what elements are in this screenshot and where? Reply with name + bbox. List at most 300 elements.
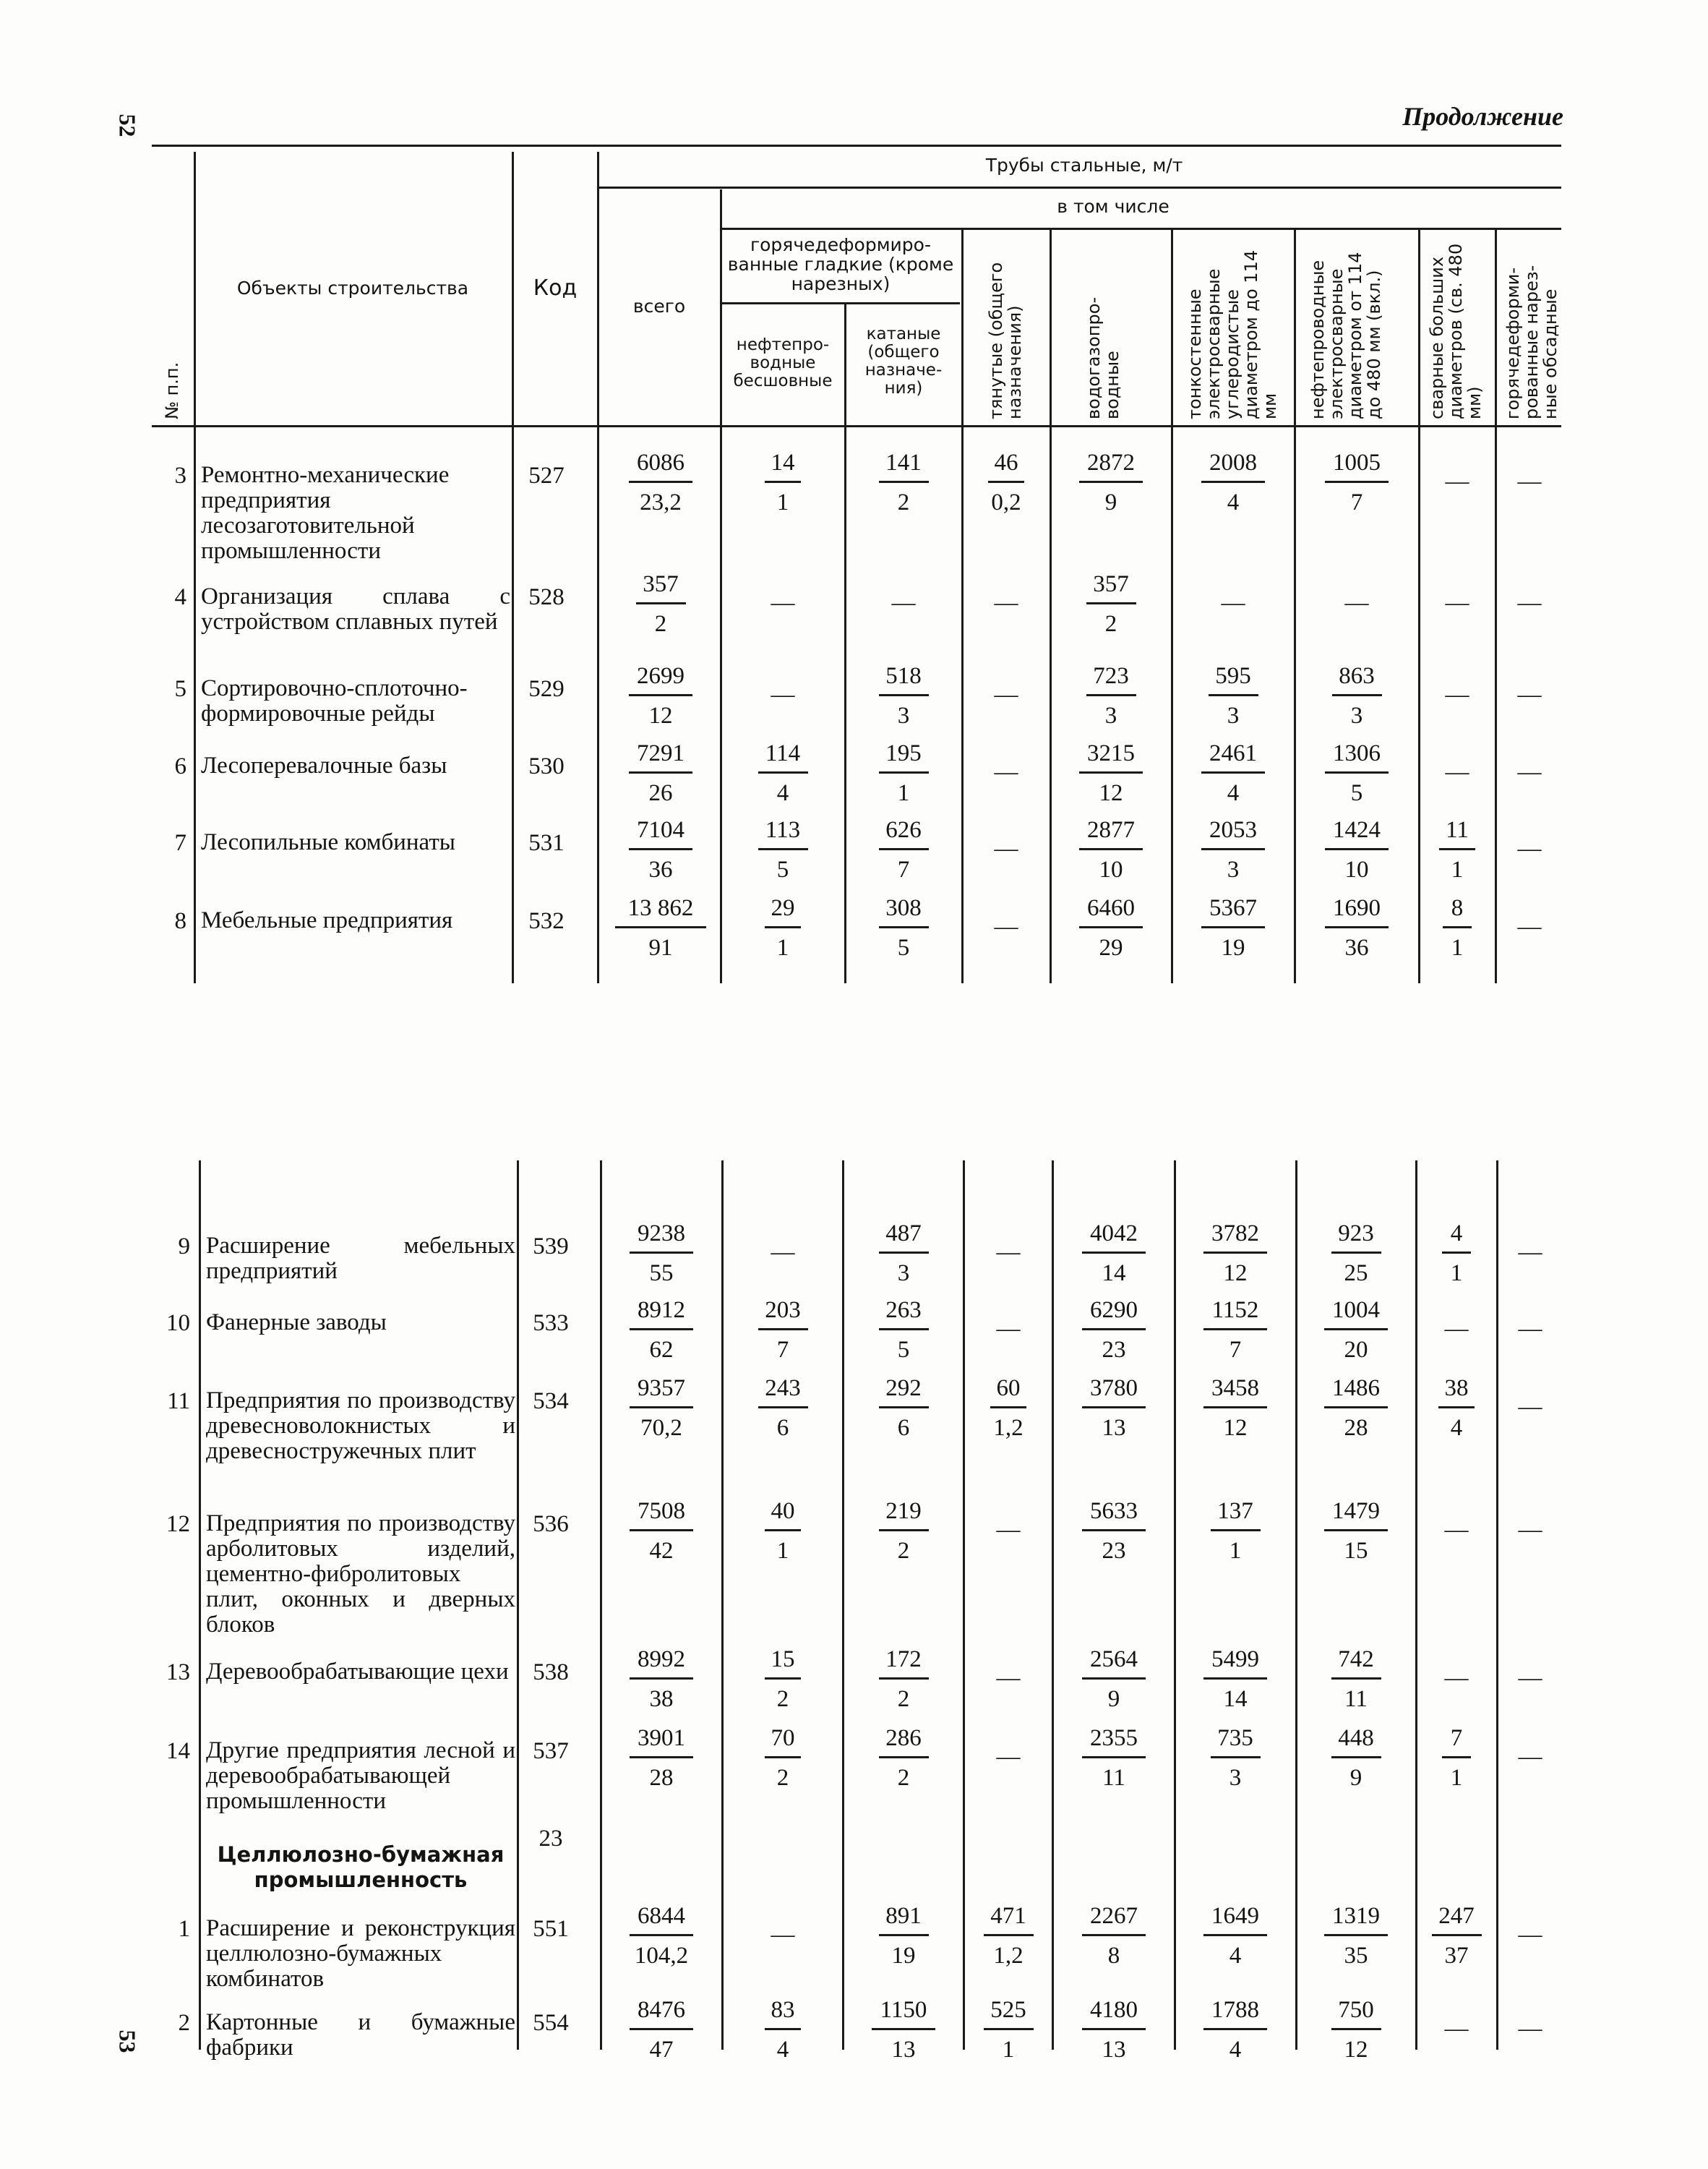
- fraction-denominator: 4: [1450, 1415, 1463, 1441]
- fraction-denominator: 38: [649, 1686, 674, 1712]
- fraction-cell: [724, 1997, 841, 2063]
- fraction-numerator: 7: [1450, 1725, 1463, 1751]
- fraction-numerator: 195: [885, 740, 922, 766]
- fraction-cell: [1177, 1646, 1294, 1712]
- fraction-numerator: 2699: [637, 663, 685, 689]
- fraction-bar: [1203, 1328, 1267, 1330]
- object-name: Фанерные заводы: [206, 1309, 387, 1335]
- fraction-cell: [723, 895, 843, 961]
- fraction-denominator: 13: [1102, 2037, 1126, 2063]
- empty-cell: —: [994, 682, 1018, 708]
- fraction-denominator: 1,2: [993, 1943, 1023, 1969]
- fraction-cell: [847, 663, 960, 729]
- fraction-bar: [1079, 926, 1143, 928]
- fraction-cell: [1174, 450, 1292, 515]
- fraction-cell: [603, 1498, 720, 1564]
- fraction-numerator: 8: [1451, 895, 1464, 921]
- fraction-cell: [847, 895, 960, 961]
- fraction-denominator: 12: [1344, 2037, 1368, 2063]
- empty-cell: —: [994, 759, 1018, 785]
- fraction-denominator: 4: [1229, 1943, 1242, 1969]
- fraction-denominator: 9: [1104, 489, 1117, 515]
- fraction-numerator: 5499: [1211, 1646, 1259, 1672]
- empty-cell: —: [1517, 914, 1542, 940]
- fraction-bar: [1439, 848, 1475, 850]
- fraction-bar: [1201, 481, 1265, 483]
- fraction-bar: [872, 2028, 935, 2030]
- fraction-denominator: 2: [897, 489, 910, 515]
- fraction-denominator: 2: [897, 1686, 910, 1712]
- fraction-numerator: 247: [1438, 1903, 1475, 1929]
- fraction-denominator: 11: [1102, 1765, 1125, 1791]
- fraction-denominator: 23: [1102, 1538, 1126, 1564]
- fraction-denominator: 1: [1451, 935, 1464, 961]
- fraction-denominator: 2: [654, 611, 667, 637]
- empty-cell: —: [994, 836, 1018, 862]
- empty-cell: —: [996, 1316, 1021, 1342]
- fraction-cell: [845, 1997, 962, 2063]
- fraction-denominator: 1: [1002, 2037, 1015, 2063]
- fraction-numerator: 742: [1338, 1646, 1374, 1672]
- fraction-bar: [630, 1529, 693, 1531]
- fraction-cell: [1297, 450, 1417, 515]
- empty-cell: —: [1221, 590, 1245, 616]
- fraction-denominator: 2: [897, 1538, 910, 1564]
- fraction-numerator: 357: [1093, 571, 1129, 597]
- row-number: 7: [174, 830, 186, 856]
- fraction-bar: [1201, 926, 1265, 928]
- fraction-cell: [603, 1725, 720, 1791]
- fraction-cell: [723, 817, 843, 883]
- fraction-cell: [1418, 1903, 1495, 1969]
- fraction-denominator: 26: [648, 780, 673, 806]
- fraction-numerator: 863: [1339, 663, 1375, 689]
- fraction-bar: [630, 1252, 693, 1254]
- fraction-numerator: 1306: [1333, 740, 1381, 766]
- fraction-cell: [845, 1297, 962, 1363]
- object-code: 554: [533, 2010, 569, 2036]
- fraction-bar: [1086, 694, 1136, 696]
- fraction-denominator: 2: [776, 1686, 789, 1712]
- fraction-cell: [1298, 1725, 1414, 1791]
- header-total: всего: [632, 296, 686, 317]
- fraction-denominator: 1,2: [993, 1415, 1023, 1441]
- row-number: 3: [174, 463, 186, 489]
- empty-cell: —: [1518, 2016, 1542, 2042]
- fraction-cell: [1055, 1375, 1173, 1441]
- fraction-cell: [847, 740, 960, 806]
- object-code: 527: [528, 463, 565, 489]
- fraction-bar: [1324, 1934, 1388, 1936]
- fraction-denominator: 19: [891, 1943, 916, 1969]
- fraction-numerator: 113: [765, 817, 801, 843]
- empty-cell: —: [1518, 1239, 1542, 1265]
- fraction-bar: [879, 481, 929, 483]
- fraction-numerator: 13 862: [627, 895, 694, 921]
- fraction-numerator: 8476: [638, 1997, 685, 2023]
- fraction-denominator: 20: [1344, 1337, 1368, 1363]
- object-code: 533: [533, 1310, 569, 1336]
- fraction-numerator: 4042: [1090, 1220, 1138, 1246]
- fraction-denominator: 62: [649, 1337, 674, 1363]
- section-title: Целлюлозно-бумажная промышленность: [217, 1842, 505, 1892]
- fraction-numerator: 203: [765, 1297, 801, 1323]
- fraction-denominator: 1: [776, 489, 789, 515]
- fraction-cell: [603, 1646, 720, 1712]
- fraction-numerator: 7291: [637, 740, 685, 766]
- fraction-denominator: 6: [776, 1415, 789, 1441]
- fraction-bar: [984, 2028, 1034, 2030]
- fraction-cell: [1297, 740, 1417, 806]
- fraction-numerator: 3458: [1211, 1375, 1259, 1401]
- fraction-denominator: 42: [649, 1538, 674, 1564]
- empty-cell: —: [771, 682, 795, 708]
- fraction-numerator: 14: [771, 450, 795, 476]
- fraction-cell: [847, 817, 960, 883]
- fraction-bar: [1325, 771, 1389, 774]
- empty-cell: —: [771, 1922, 795, 1948]
- fraction-denominator: 3: [1350, 703, 1363, 729]
- fraction-bar: [879, 771, 929, 774]
- object-code: 536: [533, 1511, 569, 1537]
- fraction-numerator: 2872: [1087, 450, 1135, 476]
- fraction-denominator: 4: [1227, 780, 1240, 806]
- fraction-cell: [1055, 1725, 1173, 1791]
- fraction-cell: [1052, 817, 1170, 883]
- fraction-denominator: 29: [1099, 935, 1123, 961]
- fraction-numerator: 7104: [637, 817, 685, 843]
- fraction-bar: [629, 694, 692, 696]
- fraction-bar: [1325, 848, 1389, 850]
- object-code: 539: [533, 1233, 569, 1259]
- fraction-numerator: 448: [1338, 1725, 1374, 1751]
- fraction-cell: [1052, 895, 1170, 961]
- fraction-cell: [1055, 1297, 1173, 1363]
- fraction-cell: [1297, 817, 1417, 883]
- fraction-cell: [1177, 1375, 1294, 1441]
- empty-cell: —: [1518, 1517, 1542, 1543]
- fraction-numerator: 1690: [1333, 895, 1381, 921]
- object-name: Расширение и реконструкция целлюлозно-бумажных комбинатов: [206, 1915, 515, 1992]
- fraction-cell: [1298, 1375, 1414, 1441]
- fraction-cell: [1177, 1220, 1294, 1286]
- fraction-bar: [630, 1756, 693, 1758]
- fraction-numerator: 1152: [1211, 1297, 1259, 1323]
- fraction-bar: [1082, 1406, 1146, 1408]
- fraction-numerator: 2564: [1090, 1646, 1138, 1672]
- fraction-denominator: 7: [776, 1337, 789, 1363]
- fraction-numerator: 595: [1215, 663, 1251, 689]
- fraction-numerator: 286: [885, 1725, 922, 1751]
- fraction-numerator: 487: [885, 1220, 922, 1246]
- fraction-bar: [758, 848, 808, 850]
- fraction-cell: [603, 1297, 720, 1363]
- fraction-bar: [1203, 1934, 1267, 1936]
- empty-cell: —: [994, 590, 1018, 616]
- fraction-denominator: 4: [776, 780, 789, 806]
- fraction-cell: [603, 1375, 720, 1441]
- fraction-cell: [845, 1220, 962, 1286]
- fraction-cell: [603, 1220, 720, 1286]
- fraction-cell: [1174, 663, 1292, 729]
- fraction-numerator: 243: [765, 1375, 801, 1401]
- fraction-denominator: 12: [1223, 1260, 1248, 1286]
- fraction-cell: [1055, 1498, 1173, 1564]
- fraction-denominator: 7: [897, 857, 910, 883]
- fraction-denominator: 5: [776, 857, 789, 883]
- fraction-bar: [990, 1406, 1026, 1408]
- fraction-denominator: 36: [648, 857, 673, 883]
- fraction-bar: [879, 1934, 929, 1936]
- fraction-cell: [1177, 1725, 1294, 1791]
- fraction-denominator: 28: [1344, 1415, 1368, 1441]
- fraction-numerator: 891: [885, 1903, 922, 1929]
- fraction-denominator: 8: [1107, 1943, 1120, 1969]
- fraction-numerator: 6460: [1087, 895, 1135, 921]
- fraction-bar: [1442, 1756, 1471, 1758]
- fraction-bar: [1324, 1406, 1388, 1408]
- empty-cell: —: [1444, 1517, 1469, 1543]
- page-number-left: 52: [114, 114, 141, 137]
- fraction-bar: [1082, 1529, 1146, 1531]
- empty-cell: —: [996, 1665, 1021, 1691]
- fraction-cell: [1055, 1903, 1173, 1969]
- fraction-bar: [636, 602, 686, 604]
- fraction-denominator: 3: [897, 703, 910, 729]
- fraction-denominator: 1: [1450, 1260, 1463, 1286]
- row-number: 6: [174, 753, 186, 779]
- fraction-numerator: 3782: [1211, 1220, 1259, 1246]
- fraction-bar: [758, 1406, 808, 1408]
- fraction-bar: [1211, 1529, 1261, 1531]
- fraction-denominator: 13: [1102, 1415, 1126, 1441]
- fraction-denominator: 5: [1350, 780, 1363, 806]
- fraction-cell: [604, 450, 717, 515]
- fraction-denominator: 1: [1229, 1538, 1242, 1564]
- fraction-bar: [1201, 771, 1265, 774]
- fraction-numerator: 263: [885, 1297, 922, 1323]
- header-casing: горячедеформи-рованные нарез-ные обсадные: [1503, 265, 1561, 419]
- header-hot-rolled: катаные (общего назначе-ния): [864, 325, 943, 398]
- empty-cell: —: [1517, 682, 1542, 708]
- fraction-cell: [604, 740, 717, 806]
- fraction-cell: [1418, 1725, 1495, 1791]
- fraction-numerator: 40: [771, 1498, 795, 1524]
- fraction-denominator: 3: [897, 1260, 910, 1286]
- fraction-bar: [765, 1529, 801, 1531]
- fraction-bar: [765, 926, 801, 928]
- fraction-numerator: 6844: [638, 1903, 685, 1929]
- fraction-numerator: 2877: [1087, 817, 1135, 843]
- empty-cell: —: [771, 590, 795, 616]
- empty-cell: —: [1444, 1316, 1469, 1342]
- fraction-bar: [879, 926, 929, 928]
- empty-cell: —: [1517, 590, 1542, 616]
- fraction-denominator: 23,2: [640, 489, 682, 515]
- fraction-cell: [966, 1903, 1051, 1969]
- header-oil-weld: нефтепроводные электросварные диаметром от 114 до 480 мм (вкл.): [1308, 252, 1384, 419]
- fraction-cell: [1174, 895, 1292, 961]
- empty-cell: —: [1518, 1316, 1542, 1342]
- fraction-cell: [1421, 817, 1493, 883]
- fraction-cell: [1298, 1903, 1414, 1969]
- fraction-denominator: 10: [1099, 857, 1123, 883]
- fraction-bar: [1079, 481, 1143, 483]
- row-number: 9: [178, 1233, 190, 1259]
- fraction-numerator: 15: [771, 1646, 795, 1672]
- fraction-denominator: 36: [1344, 935, 1369, 961]
- header-hot-oil: нефтепро-водные бесшовные: [733, 335, 833, 390]
- fraction-cell: [1177, 1997, 1294, 2063]
- row-number: 1: [178, 1916, 190, 1942]
- empty-cell: —: [1517, 759, 1542, 785]
- fraction-denominator: 3: [1229, 1765, 1242, 1791]
- fraction-denominator: 5: [897, 935, 910, 961]
- fraction-numerator: 7508: [638, 1498, 685, 1524]
- row-number: 14: [166, 1738, 190, 1764]
- fraction-numerator: 60: [996, 1375, 1021, 1401]
- fraction-bar: [1082, 1252, 1146, 1254]
- object-code: 532: [528, 908, 565, 934]
- fraction-cell: [604, 817, 717, 883]
- fraction-cell: [1055, 1997, 1173, 2063]
- fraction-denominator: 5: [897, 1337, 910, 1363]
- fraction-cell: [724, 1646, 841, 1712]
- fraction-denominator: 14: [1102, 1260, 1126, 1286]
- fraction-numerator: 1319: [1332, 1903, 1380, 1929]
- fraction-bar: [1203, 1677, 1267, 1680]
- fraction-denominator: 12: [648, 703, 673, 729]
- fraction-denominator: 10: [1344, 857, 1369, 883]
- fraction-denominator: 14: [1223, 1686, 1248, 1712]
- fraction-cell: [724, 1498, 841, 1564]
- fraction-cell: [966, 1375, 1051, 1441]
- fraction-cell: [603, 1997, 720, 2063]
- row-number: 13: [166, 1659, 190, 1685]
- fraction-denominator: 1: [1451, 857, 1464, 883]
- fraction-cell: [845, 1375, 962, 1441]
- header-hot-formed: горячедеформиро-ванные гладкие (кроме нарезных): [727, 234, 954, 294]
- fraction-bar: [758, 1328, 808, 1330]
- fraction-cell: [723, 450, 843, 515]
- fraction-denominator: 4: [1229, 2037, 1242, 2063]
- object-code: 537: [533, 1738, 569, 1764]
- fraction-bar: [1438, 1406, 1475, 1408]
- empty-cell: —: [1518, 1744, 1542, 1770]
- fraction-bar: [879, 1677, 929, 1680]
- fraction-bar: [1325, 481, 1389, 483]
- fraction-denominator: 4: [1227, 489, 1240, 515]
- fraction-numerator: 3901: [638, 1725, 685, 1751]
- fraction-numerator: 2053: [1209, 817, 1257, 843]
- fraction-cell: [1177, 1498, 1294, 1564]
- fraction-bar: [1082, 2028, 1146, 2030]
- fraction-cell: [604, 663, 717, 729]
- fraction-denominator: 47: [649, 2037, 674, 2063]
- empty-cell: —: [994, 914, 1018, 940]
- fraction-bar: [1442, 1252, 1471, 1254]
- fraction-denominator: 2: [776, 1765, 789, 1791]
- fraction-bar: [1443, 926, 1472, 928]
- fraction-cell: [964, 450, 1048, 515]
- fraction-bar: [1082, 1677, 1146, 1680]
- fraction-numerator: 3780: [1090, 1375, 1138, 1401]
- fraction-bar: [1082, 1934, 1146, 1936]
- continuation-label: Продолжение: [1402, 102, 1563, 131]
- fraction-bar: [1086, 602, 1136, 604]
- fraction-denominator: 13: [891, 2037, 916, 2063]
- header-number: № п.п.: [162, 362, 182, 419]
- object-name: Расширение мебельных предприятий: [206, 1233, 515, 1284]
- empty-cell: —: [996, 1744, 1021, 1770]
- fraction-numerator: 1005: [1333, 450, 1381, 476]
- section-code: 23: [538, 1826, 563, 1852]
- fraction-cell: [603, 1903, 720, 1969]
- fraction-bar: [1209, 694, 1258, 696]
- fraction-bar: [879, 1252, 929, 1254]
- fraction-cell: [1298, 1997, 1414, 2063]
- fraction-numerator: 1486: [1332, 1375, 1380, 1401]
- fraction-denominator: 7: [1350, 489, 1363, 515]
- fraction-cell: [1055, 1646, 1173, 1712]
- fraction-numerator: 8912: [638, 1297, 685, 1323]
- header-subgroup: в том числе: [1057, 196, 1170, 217]
- object-name: Мебельные предприятия: [201, 907, 453, 933]
- fraction-cell: [845, 1903, 962, 1969]
- row-number: 11: [167, 1388, 190, 1414]
- fraction-bar: [629, 481, 692, 483]
- header-object: Объекты строительства: [236, 278, 469, 299]
- fraction-numerator: 1150: [880, 1997, 927, 2023]
- fraction-numerator: 723: [1093, 663, 1129, 689]
- fraction-cell: [845, 1725, 962, 1791]
- fraction-bar: [1079, 771, 1143, 774]
- fraction-numerator: 1004: [1332, 1297, 1380, 1323]
- empty-cell: —: [1444, 2016, 1469, 2042]
- empty-cell: —: [1518, 1922, 1542, 1948]
- fraction-numerator: 1649: [1211, 1903, 1259, 1929]
- fraction-cell: [845, 1646, 962, 1712]
- fraction-cell: [1177, 1297, 1294, 1363]
- fraction-bar: [879, 1756, 929, 1758]
- fraction-cell: [1418, 1220, 1495, 1286]
- fraction-cell: [724, 1297, 841, 1363]
- fraction-cell: [1418, 1375, 1495, 1441]
- object-code: 538: [533, 1659, 569, 1685]
- fraction-cell: [1052, 450, 1170, 515]
- object-code: 531: [528, 830, 565, 856]
- fraction-denominator: 1: [897, 780, 910, 806]
- fraction-denominator: 15: [1344, 1538, 1368, 1564]
- fraction-numerator: 219: [885, 1498, 922, 1524]
- fraction-bar: [1432, 1934, 1482, 1936]
- fraction-denominator: 4: [776, 2037, 789, 2063]
- empty-cell: —: [996, 1239, 1021, 1265]
- fraction-numerator: 1479: [1332, 1498, 1380, 1524]
- fraction-cell: [1174, 740, 1292, 806]
- fraction-bar: [1082, 1756, 1146, 1758]
- empty-cell: —: [771, 1239, 795, 1265]
- fraction-denominator: 7: [1229, 1337, 1242, 1363]
- empty-cell: —: [1518, 1665, 1542, 1691]
- fraction-cell: [724, 1725, 841, 1791]
- empty-cell: —: [1445, 469, 1469, 495]
- header-water-gas: водогазопро-водные: [1083, 296, 1123, 419]
- fraction-denominator: 6: [897, 1415, 910, 1441]
- fraction-bar: [1324, 1529, 1388, 1531]
- fraction-numerator: 2008: [1209, 450, 1257, 476]
- fraction-bar: [630, 2028, 693, 2030]
